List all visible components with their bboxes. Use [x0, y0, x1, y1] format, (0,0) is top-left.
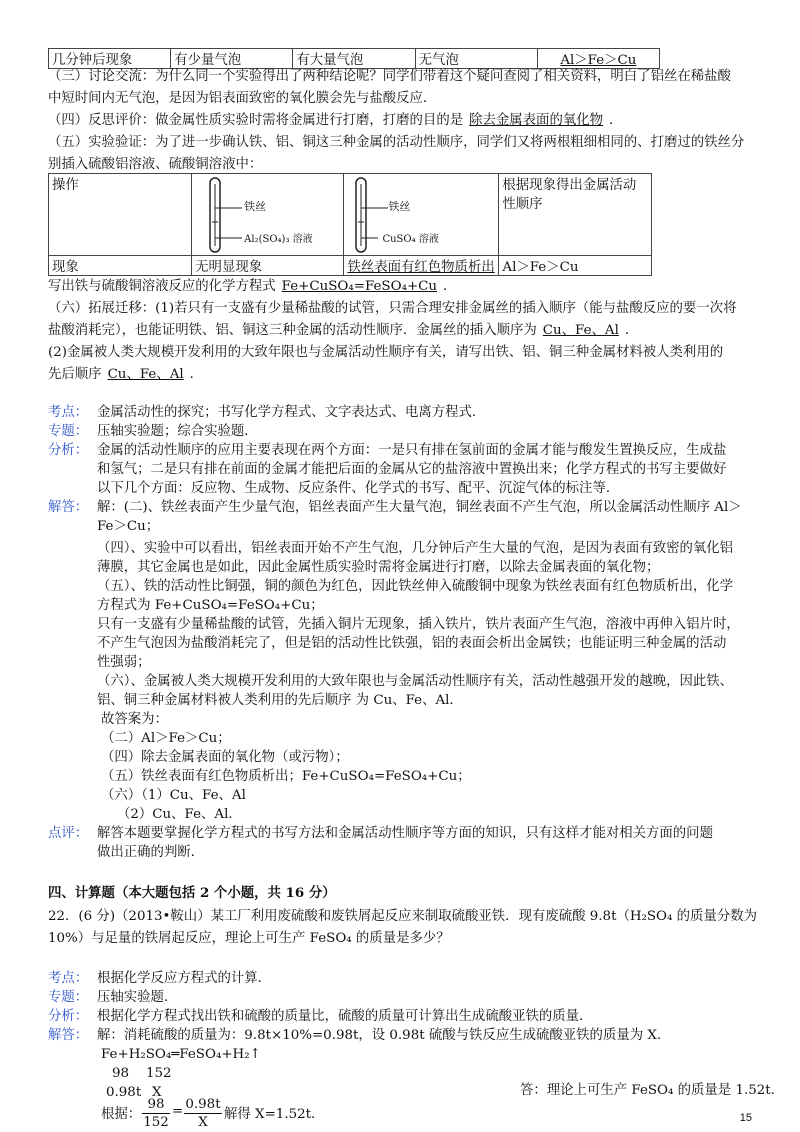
paragraph: (2)金属被人类大规模开发利用的大致年限也与金属活动性顺序有关，请写出铁、铝、铜三种金属材料被人类利用的	[48, 345, 724, 360]
paragraph: 中短时间内无气泡，是因为铝表面致密的氧化膜会先与盐酸反应．	[48, 91, 437, 106]
zhuanti-text: 压轴实验题．	[97, 990, 178, 1005]
label: 铁丝	[388, 200, 411, 213]
paragraph: 盐酸消耗完），也能证明铁、铝、铜这三种金属的活动性顺序．金属丝的插入顺序为 Cu、Fe、Al ．	[48, 323, 639, 338]
experiment-table	[48, 173, 652, 276]
paragraph: （三）讨论交流：为什么同一个实验得出了两种结论呢？同学们带着这个疑问查阅了相关资料，明白了铝丝在稀盐酸	[48, 69, 731, 84]
paragraph: 先后顺序 Cu、Fe、Al ．	[48, 367, 204, 382]
jieda-line: Fe＞Cu；	[97, 519, 160, 534]
table-cell: 根据现象得出金属活动性顺序	[499, 174, 652, 256]
equation: Fe+H₂SO₄═FeSO₄+H₂↑	[101, 1047, 261, 1062]
label-jieda: 解答：	[48, 1028, 89, 1043]
answer-blank: 除去金属表面的氧化物	[469, 113, 604, 128]
label: Al₂(SO₄)₃ 溶液	[244, 234, 313, 245]
jieda-line: （二）Al＞Fe＞Cu；	[101, 731, 231, 746]
dianping-line: 解答本题要掌握化学方程式的书写方法和金属活动性顺序等方面的知识，只有这样才能对相关方面的问题	[97, 826, 713, 841]
table-cell: 无明显现象	[192, 256, 344, 276]
jieda-line: 薄膜，其它金属也是如此，因此金属性质实验时需将金属进行打磨，以除去金属表面的氧化物；	[97, 560, 660, 575]
table-cell: 现象	[49, 256, 192, 276]
table-cell	[344, 256, 499, 276]
numerator: 0.98t	[185, 1097, 221, 1112]
proportion-label: 根据：	[101, 1107, 142, 1122]
jieda-line: 只有一支盛有少量稀盐酸的试管，先插入铜片无现象，插入铁片，铁片表面产生气泡，溶液中再伸入铝片时，	[97, 617, 740, 632]
page-number: 15	[739, 1112, 752, 1124]
jieda-line: （六）、金属被人类大规模开发利用的大致年限也与金属活动性顺序有关，活动性越强开发的越晚，因此铁、	[97, 674, 734, 689]
paragraph: 别插入硫酸铝溶液、硫酸铜溶液中：	[48, 157, 263, 172]
jieda-line: （五）、铁的活动性比铜强，铜的颜色为红色，因此铁丝伸入硫酸铜中现象为铁丝表面有红色物质析出，化学	[97, 579, 734, 594]
paragraph: 写出铁与硫酸铜溶液反应的化学方程式 Fe+CuSO₄=FeSO₄+Cu ．	[48, 279, 457, 294]
jieda-line: （六）（1）Cu、Fe、Al	[101, 788, 246, 803]
fraction	[184, 1096, 222, 1131]
fenxi-line: 以下几个方面：反应物、生成物、反应条件、化学式的书写、配平、沉淀气体的标注等．	[97, 481, 620, 496]
zhuanti-text: 压轴实验题；综合实验题．	[97, 424, 258, 439]
tube-diagram-2	[344, 174, 499, 256]
jieda-line: 铝、铜三种金属材料被人类利用的先后顺序 为 Cu、Fe、Al．	[97, 693, 463, 708]
denominator: X	[198, 1115, 208, 1130]
kaodian-text: 根据化学反应方程式的计算．	[97, 971, 272, 986]
jieda-line: 故答案为：	[101, 712, 168, 727]
label-zhuanti: 专题：	[48, 990, 89, 1005]
section-heading: 四、计算题（本大题包括 2 个小题，共 16 分）	[48, 885, 336, 901]
mass-value: 152	[146, 1066, 172, 1081]
kaodian-text: 金属活动性的探究；书写化学方程式、文字表达式、电离方程式．	[97, 405, 486, 420]
answer-blank: 铁丝表面有红色物质析出	[347, 260, 495, 275]
variable-value: X	[152, 1085, 162, 1100]
paragraph: （五）实验验证：为了进一步确认铁、铝、铜这三种金属的活动性顺序，同学们又将两根粗细相同的、打磨过的铁丝分	[48, 135, 745, 150]
fenxi-line: 金属的活动性顺序的应用主要表现在两个方面：一是只有排在氢前面的金属才能与酸发生置换反应，生成盐	[97, 443, 727, 458]
label: 铁丝	[244, 200, 267, 213]
answer-text: 答：理论上可生产 FeSO₄ 的质量是 1.52t.	[520, 1083, 775, 1098]
jieda-line: （2）Cu、Fe、Al．	[117, 807, 242, 822]
jieda-line: 方程式为 Fe+CuSO₄=FeSO₄+Cu；	[97, 598, 324, 613]
label-zhuanti: 专题：	[48, 424, 89, 439]
fraction	[142, 1096, 170, 1131]
table-cell: 几分钟后现象	[49, 49, 171, 69]
numerator: 98	[142, 1096, 170, 1114]
answer-blank: Al＞Fe＞Cu	[560, 53, 637, 68]
label-dianping: 点评：	[48, 826, 89, 841]
variable-value: 0.98t	[106, 1085, 142, 1100]
jieda-text: 解：消耗硫酸的质量为：9.8t×10%=0.98t，设 0.98t 硫酸与铁反应生成硫酸亚铁的质量为 X.	[97, 1028, 662, 1043]
answer-blank: Fe+CuSO₄=FeSO₄+Cu	[281, 279, 438, 294]
mass-value: 98	[112, 1066, 130, 1081]
label-jieda: 解答：	[48, 500, 89, 515]
question-text: 22．(6 分)（2013•鞍山）某工厂利用废硫酸和废铁屑起反应来制取硫酸亚铁．现有废硫酸 9.8t（H₂SO₄ 的质量分数为	[48, 909, 758, 924]
label-kaodian: 考点：	[48, 971, 89, 986]
label-fenxi: 分析：	[48, 443, 89, 458]
jieda-line: （五）铁丝表面有红色物质析出；Fe+CuSO₄=FeSO₄+Cu；	[101, 769, 471, 784]
table-cell: 无气泡	[415, 49, 537, 69]
label: CuSO₄ 溶液	[382, 234, 439, 245]
table-cell: 有少量气泡	[171, 49, 293, 69]
table-cell: 有大量气泡	[293, 49, 415, 69]
jieda-line: （四）除去金属表面的氧化物（或污物）；	[101, 750, 349, 765]
equals-sign: =	[172, 1104, 184, 1119]
label-kaodian: 考点：	[48, 405, 89, 420]
jieda-line: 不产生气泡因为盐酸消耗完了，但是铝的活动性比铁强，铝的表面会析出金属铁；也能证明三种金属的活动	[97, 636, 727, 651]
denominator: 152	[143, 1115, 169, 1130]
question-text: 10%）与足量的铁屑起反应，理论上可生产 FeSO₄ 的质量是多少？	[48, 931, 450, 946]
jieda-line: 性强弱；	[97, 655, 151, 670]
paragraph: （六）拓展迁移：(1)若只有一支盛有少量稀盐酸的试管，只需合理安排金属丝的插入顺序（能与盐酸反应的要一次将	[48, 301, 737, 316]
jieda-line: 解：(二)、铁丝表面产生少量气泡，铝丝表面产生大量气泡，铜丝表面不产生气泡，所以金属活动性顺序 Al＞	[97, 500, 742, 515]
table-cell: Al＞Fe＞Cu	[499, 256, 652, 276]
answer-blank: Cu、Fe、Al	[107, 367, 184, 382]
tube-diagram-1	[192, 174, 344, 256]
table-cell: 操作	[49, 174, 192, 256]
dianping-line: 做出正确的判断．	[97, 845, 205, 860]
label-fenxi: 分析：	[48, 1009, 89, 1024]
fenxi-line: 和氢气；二是只有排在前面的金属才能把后面的金属从它的盐溶液中置换出来；化学方程式的书写主要做好	[97, 462, 727, 477]
result-text: 解得 X=1.52t.	[224, 1107, 316, 1122]
paragraph: （四）反思评价：做金属性质实验时需将金属进行打磨，打磨的目的是 除去金属表面的氧化物 ．	[48, 113, 623, 128]
fenxi-text: 根据化学方程式找出铁和硫酸的质量比，硫酸的质量可计算出生成硫酸亚铁的质量．	[97, 1009, 593, 1024]
jieda-line: （四）、实验中可以看出，铝丝表面开始不产生气泡，几分钟后产生大量的气泡，是因为表面有致密的氧化铝	[97, 541, 734, 556]
answer-blank: Cu、Fe、Al	[542, 323, 619, 338]
